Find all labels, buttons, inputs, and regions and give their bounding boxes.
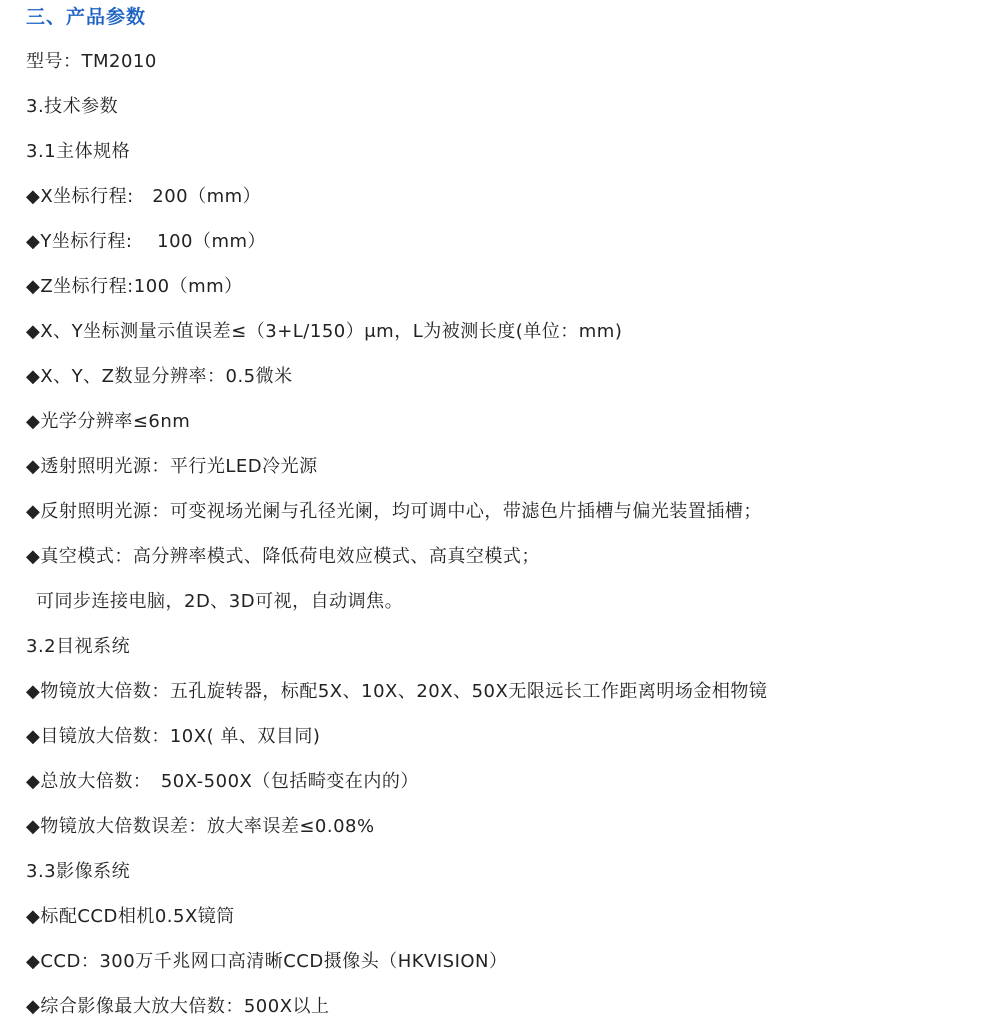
spec-xyz-resolution: ◆X、Y、Z数显分辨率：0.5微米 bbox=[26, 366, 293, 387]
spec-max-image-magnification: ◆综合影像最大放大倍数：500X以上 bbox=[26, 996, 330, 1017]
spec-x-travel: ◆X坐标行程: 200（mm） bbox=[26, 186, 262, 207]
spec-z-travel: ◆Z坐标行程:100（mm） bbox=[26, 276, 243, 297]
spec-magnification-error: ◆物镜放大倍数误差：放大率误差≤0.08% bbox=[26, 816, 375, 837]
subheading-visual-system: 3.2目视系统 bbox=[26, 636, 131, 657]
spec-ccd-detail: ◆CCD：300万千兆网口高清晰CCD摄像头（HKVISION） bbox=[26, 951, 508, 972]
spec-ccd-camera: ◆标配CCD相机0.5X镜筒 bbox=[26, 906, 235, 927]
model-line: 型号：TM2010 bbox=[26, 51, 157, 72]
spec-vacuum-mode: ◆真空模式：高分辨率模式、降低荷电效应模式、高真空模式； bbox=[26, 546, 540, 567]
spec-objective-magnification: ◆物镜放大倍数：五孔旋转器，标配5X、10X、20X、50X无限远长工作距离明场金相物镜 bbox=[26, 681, 768, 702]
spec-xy-error: ◆X、Y坐标测量示值误差≤（3+L/150）μm，L为被测长度(单位：mm) bbox=[26, 321, 623, 342]
spec-transmitted-light: ◆透射照明光源：平行光LED冷光源 bbox=[26, 456, 318, 477]
spec-reflected-light: ◆反射照明光源：可变视场光阑与孔径光阑，均可调中心，带滤色片插槽与偏光装置插槽； bbox=[26, 501, 762, 522]
parameter-list bbox=[26, 34, 986, 1024]
spec-computer-link: 可同步连接电脑，2D、3D可视，自动调焦。 bbox=[36, 591, 404, 612]
spec-total-magnification: ◆总放大倍数： 50X-500X（包括畸变在内的） bbox=[26, 771, 419, 792]
spec-eyepiece-magnification: ◆目镜放大倍数：10X( 单、双目同) bbox=[26, 726, 321, 747]
spec-y-travel: ◆Y坐标行程: 100（mm） bbox=[26, 231, 267, 252]
spec-optical-resolution: ◆光学分辨率≤6nm bbox=[26, 411, 191, 432]
subheading-main-specs: 3.1主体规格 bbox=[26, 141, 131, 162]
subheading-tech-params: 3.技术参数 bbox=[26, 96, 119, 117]
subheading-imaging-system: 3.3影像系统 bbox=[26, 861, 131, 882]
document-body bbox=[26, 0, 986, 1024]
section-heading: 三、产品参数 bbox=[26, 6, 147, 28]
